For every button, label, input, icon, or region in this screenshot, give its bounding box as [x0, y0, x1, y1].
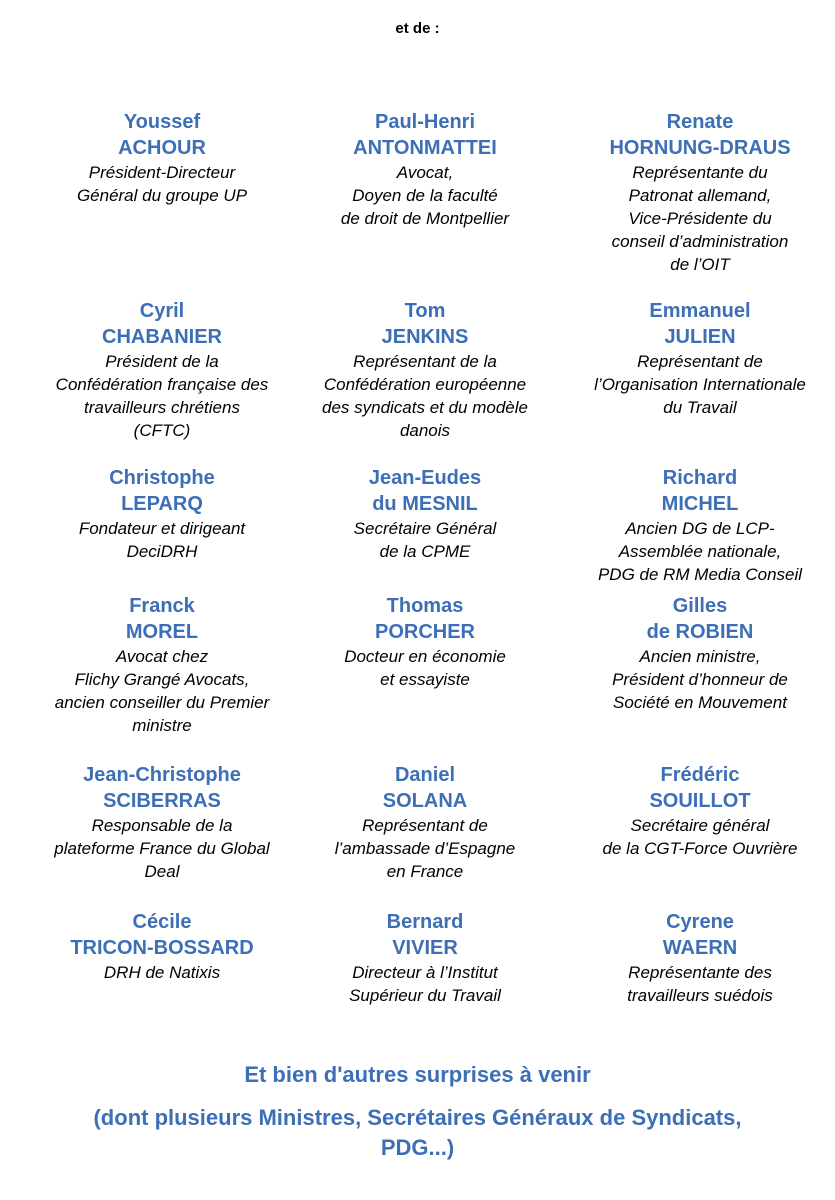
person-card [290, 298, 560, 442]
person-card [565, 298, 835, 419]
first-name: Cécile [132, 911, 192, 933]
first-name: Thomas [386, 595, 464, 617]
footer-subline: (dont plusieurs Ministres, Secrétaires Généraux de Syndicats, PDG...) [93, 1105, 742, 1160]
last-name: ACHOUR [118, 137, 206, 159]
last-name: TRICON-BOSSARD [70, 937, 254, 959]
role-text: Ancien ministre, Président d’honneur de Société en Mouvement [612, 647, 788, 712]
person-card [27, 298, 297, 442]
first-name: Renate [666, 111, 734, 133]
role-text: Représentant de l’ambassade d’Espagne en France [334, 816, 516, 881]
last-name: PORCHER [374, 621, 475, 643]
person-card [290, 109, 560, 230]
role-text: Représentante des travailleurs suédois [627, 963, 773, 1005]
role-text: Président-Directeur Général du groupe UP [76, 163, 248, 205]
last-name: JULIEN [664, 326, 736, 348]
last-name: SOLANA [382, 790, 468, 812]
person-card [290, 593, 560, 691]
person-card [290, 909, 560, 1007]
person-card [27, 762, 297, 883]
role-text: Secrétaire Général de la CPME [353, 519, 497, 561]
role-text: Fondateur et dirigeant DeciDRH [78, 519, 246, 561]
last-name: de ROBIEN [646, 621, 754, 643]
last-name: SOUILLOT [649, 790, 751, 812]
role-text: Représentant de la Confédération européenne des syndicats et du modèle danois [321, 352, 528, 440]
role-text: DRH de Natixis [103, 963, 221, 982]
role-text: Secrétaire général de la CGT-Force Ouvrière [602, 816, 798, 858]
first-name: Tom [404, 300, 446, 322]
last-name: MICHEL [661, 493, 739, 515]
person-card [290, 762, 560, 883]
first-name: Franck [129, 595, 195, 617]
last-name: MOREL [125, 621, 199, 643]
person-card [290, 465, 560, 563]
first-name: Jean-Christophe [83, 764, 241, 786]
first-name: Bernard [386, 911, 464, 933]
role-text: Directeur à l’Institut Supérieur du Travail [349, 963, 501, 1005]
first-name: Gilles [672, 595, 728, 617]
person-card [27, 909, 297, 984]
last-name: du MESNIL [372, 493, 478, 515]
role-text: Responsable de la plateforme France du Global Deal [54, 816, 270, 881]
first-name: Cyrene [666, 911, 734, 933]
person-card [565, 465, 835, 586]
role-text: Président de la Confédération française des travailleurs chrétiens (CFTC) [55, 352, 269, 440]
intro-text: et de : [395, 20, 440, 37]
first-name: Frédéric [660, 764, 740, 786]
last-name: SCIBERRAS [103, 790, 221, 812]
first-name: Cyril [139, 300, 185, 322]
role-text: Avocat, Doyen de la faculté de droit de Montpellier [340, 163, 510, 228]
last-name: CHABANIER [102, 326, 222, 348]
last-name: HORNUNG-DRAUS [609, 137, 791, 159]
last-name: LEPARQ [121, 493, 203, 515]
person-card [27, 109, 297, 207]
person-card [565, 909, 835, 1007]
first-name: Richard [662, 467, 738, 489]
role-text: Ancien DG de LCP- Assemblée nationale, PDG de RM Media Conseil [597, 519, 803, 584]
role-text: Avocat chez Flichy Grangé Avocats, ancien conseiller du Premier ministre [54, 647, 270, 735]
person-card [565, 109, 835, 276]
person-card [565, 593, 835, 714]
last-name: ANTONMATTEI [353, 137, 497, 159]
first-name: Christophe [109, 467, 215, 489]
last-name: WAERN [662, 937, 738, 959]
role-text: Représentant de l’Organisation Internationale du Travail [594, 352, 806, 417]
first-name: Daniel [394, 764, 456, 786]
last-name: VIVIER [392, 937, 458, 959]
person-card [27, 593, 297, 737]
person-card [565, 762, 835, 860]
first-name: Jean-Eudes [368, 467, 482, 489]
last-name: JENKINS [381, 326, 469, 348]
role-text: Représentante du Patronat allemand, Vice-Présidente du conseil d’administration de l’OIT [611, 163, 789, 274]
first-name: Paul-Henri [374, 111, 476, 133]
first-name: Emmanuel [649, 300, 751, 322]
person-card [27, 465, 297, 563]
first-name: Youssef [123, 111, 201, 133]
role-text: Docteur en économie et essayiste [344, 647, 506, 689]
footer-headline: Et bien d'autres surprises à venir [244, 1062, 591, 1087]
